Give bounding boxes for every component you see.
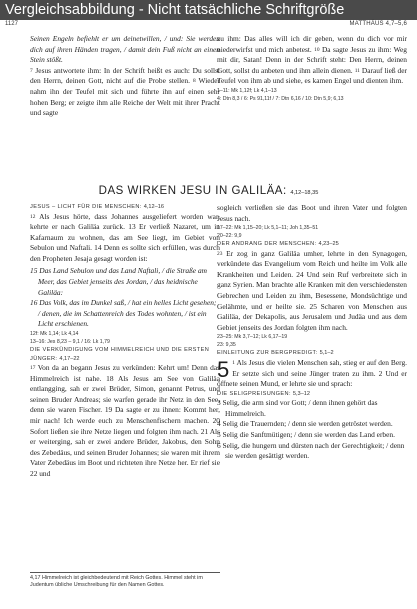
poem-line: 16 Das Volk, das im Dunkel saß, / hat ein helles Licht gesehen; / denen, die im Schattenreich des Todes wohnten, / ist ein Licht erschienen.: [30, 298, 217, 329]
verse-number: 8: [192, 78, 196, 85]
verse-number: 23: [217, 250, 223, 257]
verse-body: zu ihm: Das alles will ich dir geben, wenn du dich vor mir niederwirfst und mich anbetest.: [217, 34, 407, 54]
heading-ref: 5,3–12: [292, 390, 310, 397]
poem-line: 15 Das Land Sebulon und das Land Naftali, / die Straße am Meer, das Gebiet jenseits des Jordan, / das heidnische Galiläa:: [30, 266, 207, 297]
heading-ref: 4,12–16: [143, 204, 164, 210]
verse-body: Von da an begann Jesus zu verkünden: Kehrt um! Denn das Himmelreich ist nahe. 18 Als Jesus am See von Galiläa entlangging, sah er zwei Brüder, Simon, genannt Petrus, und seinen Bruder Andreas; sie warfen gerade ihr Netz in den See, denn sie waren Fischer. 19 Da sagte er zu ihnen: Kommt her, mir nach! Ich werde euch zu Menschenfischern machen. 20 Sofort ließen sie ihre Netze liegen und folgten ihm nach. 21 Als er weiterging, sah er zwei andere Brüder, Jakobus, den Sohn des Zebedäus, und seinen Bruder Johannes; sie waren mit ihrem Vater Zebedäus im Boot und richteten ihre Netze her. Er rief sie 22 und: [30, 363, 220, 478]
verse-number: 17: [30, 365, 36, 372]
beatitude: 6 Selig, die hungern und dürsten nach der Gerechtigkeit; / denn sie werden gesättigt werden.: [217, 440, 405, 461]
cross-reference: 17–22: Mk 1,15–20; Lk 5,1–11; Joh 1,35–51: [217, 225, 319, 232]
verse-text: [217, 358, 407, 390]
verse-body: Da sagte Jesus zu ihm: Weg mit dir, Satan! Denn in der Schrift steht: Den Herrn, deinen Gott, sollst du anbeten und ihm allein dienen.: [217, 44, 407, 75]
verse-text: [30, 211, 223, 265]
heading-text: DER ANDRANG DER MENSCHEN:: [217, 241, 317, 248]
pericope-heading: [30, 203, 220, 212]
cross-reference: 4: Dtn 8,3 / 6: Ps 91,11f / 7: Dtn 6,16 / 10: Dtn 5,9; 6,13: [217, 95, 344, 102]
book-reference: MATTHÄUS 4,7–5,6: [349, 21, 407, 27]
cross-reference: 23: 9,35: [217, 342, 236, 349]
beatitude: 4 Selig die Trauernden; / denn sie werden getröstet werden.: [217, 419, 393, 429]
verse-body: Er zog in ganz Galiläa umher, lehrte in den Synagogen, verkündete das Evangelium vom Reich und heilte im Volk alle Krankheiten und Leiden. 24 Und sein Ruf verbreitete sich in ganz Syrien. Man brachte alle Kranken mit den verschiedensten Gebrechen und Leiden zu ihm, Besessene, Mondsüchtige und Gelähmte, und er heilte sie. 25 Scharen von Menschen aus Galiläa, der Dekapolis, aus Jerusalem und Judäa und aus dem Gebiet jenseits des Jordan folgten ihm nach.: [217, 248, 407, 332]
pericope-heading: [217, 240, 407, 249]
right-column-main: [217, 203, 407, 462]
heading-ref: 5,1–2: [319, 350, 334, 357]
verse-body: Als Jesus die vielen Menschen sah, stieg er auf den Berg. Er setzte sich und seine Jünger traten zu ihm. 2 Und er öffnete seinen Mund, er lehrte sie und sprach:: [217, 357, 407, 389]
heading-text: DIE SELIGPREISUNGEN:: [217, 390, 291, 397]
verse-number: 11: [354, 67, 360, 74]
verse-body: Wieder nahm ihn der Teufel mit sich und führte ihn auf einen sehr hohen Berg; er zeigte ihm alle Reiche der Welt mit ihrer Pracht und sagte: [30, 76, 220, 118]
pericope-heading: [30, 346, 220, 363]
heading-ref: 4,23–25: [318, 241, 339, 248]
verse-number: 1: [232, 359, 235, 366]
pericope-heading: [217, 349, 407, 358]
verse-text: [217, 249, 407, 334]
cross-reference: 13–16: Jes 8,23 – 9,1 / 16: Lk 1,79: [30, 339, 110, 346]
section-title-text: DAS WIRKEN JESU IN GALILÄA: [98, 185, 283, 197]
heading-text: EINLEITUNG ZUR BERGPREDIGT:: [217, 350, 318, 357]
right-column-top: [217, 34, 407, 103]
verse-text: sogleich verließen sie das Boot und ihren Vater und folgten Jesus nach.: [217, 203, 407, 223]
verse-body: Jesus antwortete ihm: In der Schrift heißt es auch: Du sollst den Herrn, deinen Gott, nicht auf die Probe stellen.: [30, 65, 220, 86]
heading-text: DIE VERKÜNDIGUNG VOM HIMMELREICH UND DIE ERSTEN JÜNGER:: [30, 347, 210, 362]
comparison-banner: Vergleichsabbildung - Nicht tatsächliche Schriftgröße: [0, 0, 417, 20]
verse-number: 10: [314, 46, 320, 53]
verse-text: Seinen Engeln befiehlt er um deinetwillen, / und: Sie werden dich auf ihren Händen tragen, / damit dein Fuß nicht an einen Stein stößt.: [30, 34, 220, 65]
verse-number: 7: [30, 67, 33, 74]
left-column-main: [30, 203, 223, 480]
footnote: 4,17 Himmelreich ist gleichbedeutend mit Reich Gottes. Himmel steht im Judentum übliche Umschreibung für den Namen Gottes.: [30, 572, 220, 590]
verse-body: Als Jesus hörte, dass Johannes ausgeliefert worden war, kehrte er nach Galiläa zurück. 13 Er verließ Nazaret, um in Kafarnaum zu wohnen, das am See liegt, im Gebiet von Sebulon und Naftali. 14 Denn es sollte sich erfüllen, was durch den Propheten Jesaja gesagt worden ist:: [30, 211, 220, 263]
section-title: DAS WIRKEN JESU IN GALILÄA: 4,12–18,35: [98, 185, 319, 197]
verse-text: [217, 34, 407, 87]
cross-reference: 20–22: 9,9: [217, 233, 242, 240]
section-title-ref: 4,12–18,35: [290, 190, 319, 196]
verse-number: 12: [30, 213, 36, 220]
verse-text: [30, 66, 220, 119]
running-head: [5, 21, 407, 31]
beatitude: 5 Selig die Sanftmütigen; / denn sie werden das Land erben.: [217, 430, 395, 439]
chapter-number: 5: [217, 356, 230, 382]
verse-text: [30, 363, 220, 480]
left-column-top: [30, 34, 220, 119]
beatitude: 3 Selig, die arm sind vor Gott; / denn ihnen gehört das Himmelreich.: [217, 398, 378, 418]
cross-reference: 23–25: Mk 3,7–12; Lk 6,17–19: [217, 334, 288, 341]
heading-text: JESUS – LICHT FÜR DIE MENSCHEN:: [30, 204, 142, 210]
heading-ref: 4,17–22: [59, 355, 80, 362]
pericope-heading: [217, 390, 407, 399]
page-number: 1127: [5, 21, 18, 27]
cross-reference: 1–11: Mk 1,12f; Lk 4,1–13: [217, 87, 277, 94]
cross-reference: 12f: Mk 1,14; Lk 4,14: [30, 331, 79, 338]
verse-body: Darauf ließ der Teufel von ihm ab und siehe, es kamen Engel und dienten ihm.: [217, 65, 407, 86]
